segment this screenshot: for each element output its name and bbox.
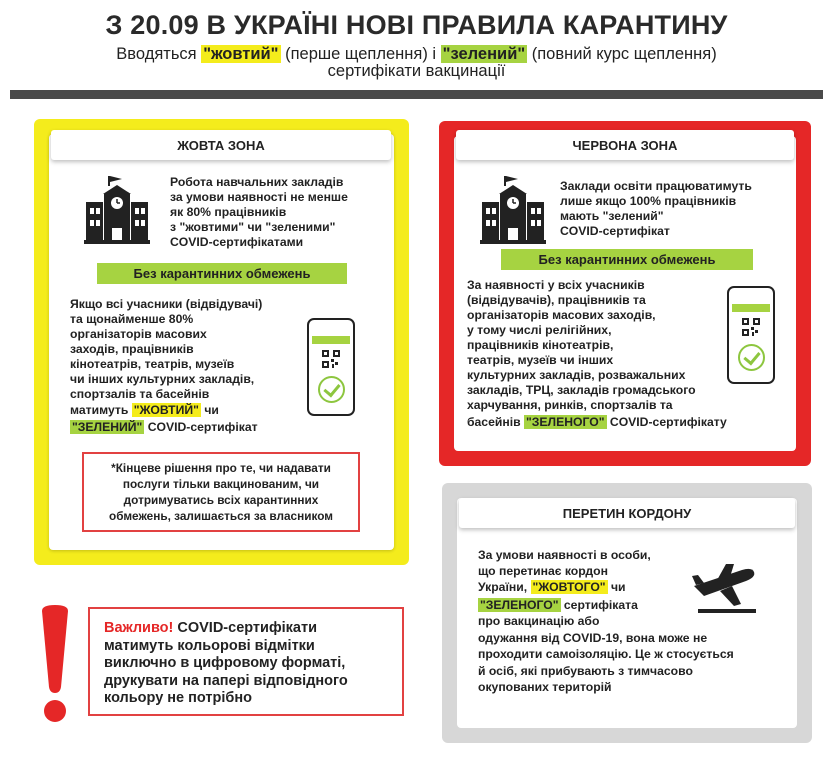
red-intro-pct: 100% [629,194,661,208]
subtitle-line2: сертифікати вакцинації [327,62,506,80]
note-line: дотримуватись всіх карантинних [123,493,319,507]
subtitle-yellow: "жовтий" [203,45,279,63]
red-body-line: культурних закладів, розважальних [467,368,686,382]
red-body-suffix: COVID-сертифікату [606,415,727,429]
check-icon [738,344,765,371]
yellow-body-suffix: чи [200,403,219,417]
school-building-icon [84,176,150,246]
page-title: З 20.09 В УКРАЇНІ НОВІ ПРАВИЛА КАРАНТИНУ [105,10,728,40]
note-line: послуги тільки вакцинованим, чи [122,477,320,491]
red-intro-line: COVID-сертифікат [560,224,670,238]
qr-code-icon [322,350,340,368]
border-line: проходити самоізоляцію. Це ж стосується [478,647,734,661]
yellow-zone-badge: Без карантинних обмежень [97,263,347,284]
subtitle-prefix: Вводяться [116,45,202,63]
red-intro-suffix: працівників [660,194,737,208]
important-label: Важливо! [104,620,174,636]
yellow-body-line: спортзалів та басейнів [70,387,210,401]
border-line: й осіб, які прибувають з тимчасово [478,663,693,678]
yellow-intro-line: Робота навчальних закладів [170,175,344,189]
yellow-intro-pct: 80% [186,205,212,219]
red-body-line: харчування, ринків, спортзалів та [467,398,673,412]
border-line: одужання від COVID-19, вона може не [478,630,708,645]
important-line: COVID-сертифікати [173,620,317,636]
border-suffix: сертифіката [560,598,638,612]
border-prefix: України, [478,580,531,594]
qr-code-icon [742,318,760,336]
yellow-body-line: та щонайменше 80% [70,312,194,326]
border-title: ПЕРЕТИН КОРДОНУ [459,498,795,528]
phone-status-bar [732,304,770,312]
phone-certificate-icon [727,286,775,384]
green-cert-highlight: "ЗЕЛЕНОГО" [525,415,605,429]
border-body-top [478,547,678,613]
subtitle-suffix: (повний курс щеплення) [527,45,717,63]
important-box [88,607,404,716]
red-body-line: закладів, ТРЦ, закладів громадського [467,383,696,397]
yellow-cert-highlight: "ЖОВТОГО" [532,580,606,594]
phone-certificate-icon [307,318,355,416]
border-line: про вакцинацію або [478,614,600,628]
important-line: кольору не потрібно [104,690,252,706]
note-line: *Кінцеве рішення про те, чи надавати [111,461,331,475]
exclamation-icon [38,605,72,725]
red-intro-line: Заклади освіти працюватимуть [560,179,752,193]
yellow-intro-prefix: як [170,205,187,219]
yellow-body-line: організаторів масових [70,327,207,341]
yellow-zone-body [70,297,305,435]
border-line: За умови наявності в особи, [478,548,651,562]
red-zone-title: ЧЕРВОНА ЗОНА [456,130,794,160]
red-zone-intro [560,179,790,239]
red-body-line: організаторів масових заходів, [467,308,656,322]
yellow-body-line: чи інших культурних закладів, [70,372,255,386]
yellow-body-line: кінотеатрів, театрів, музеїв [70,357,235,371]
page-subtitle [30,46,803,80]
subtitle-green: "зелений" [442,45,526,63]
yellow-body-prefix: матимуть [70,403,132,417]
red-body-line: у тому числі релігійних, [467,323,612,337]
header-divider [10,90,823,99]
red-zone-badge: Без карантинних обмежень [501,249,753,270]
red-body-prefix: басейнів [467,415,524,429]
border-line: що перетинає кордон [478,564,608,578]
green-cert-highlight: "ЗЕЛЕНИЙ" [72,420,143,434]
red-body-line: За наявності у всіх учасників [467,278,645,292]
important-line: матимуть кольорові відмітки [104,637,315,654]
yellow-intro-line: COVID-сертифікатами [170,235,304,249]
owner-decision-note [82,452,360,532]
subtitle-mid: (перше щеплення) і [280,45,441,63]
yellow-cert-highlight: "ЖОВТИЙ" [133,403,199,417]
red-body-line: працівників кінотеатрів, [467,338,614,352]
yellow-intro-line: з "жовтими" чи "зеленими" [170,220,336,234]
border-body-rest [478,613,788,696]
airplane-icon [690,562,760,614]
important-line: виключно в цифровому форматі, [104,655,346,671]
yellow-intro-suffix: працівників [211,205,287,219]
red-body-line: театрів, музеїв чи інших [467,353,614,367]
yellow-body-line: заходів, працівників [70,342,194,356]
important-line: друкувати на папері відповідного [104,672,348,689]
yellow-body-line: Якщо всі учасники (відвідувачі) [70,297,263,311]
red-zone-body [467,278,737,430]
yellow-body-suffix: COVID-сертифікат [144,420,258,434]
yellow-zone-intro [170,175,385,250]
green-cert-highlight: "ЗЕЛЕНОГО" [480,598,559,612]
check-icon [318,376,345,403]
school-building-icon [480,176,546,246]
border-line: окупованих територій [478,680,612,694]
yellow-zone-title: ЖОВТА ЗОНА [51,130,391,160]
border-suffix: чи [607,580,626,594]
phone-status-bar [312,336,350,344]
red-intro-line: мають "зелений" [560,209,664,223]
red-body-line: (відвідувачів), працівників та [467,293,646,307]
yellow-intro-line: за умови наявності не менше [170,190,348,204]
note-line: обмежень, залишається за власником [108,509,333,523]
red-intro-prefix: лише якщо [560,194,630,208]
